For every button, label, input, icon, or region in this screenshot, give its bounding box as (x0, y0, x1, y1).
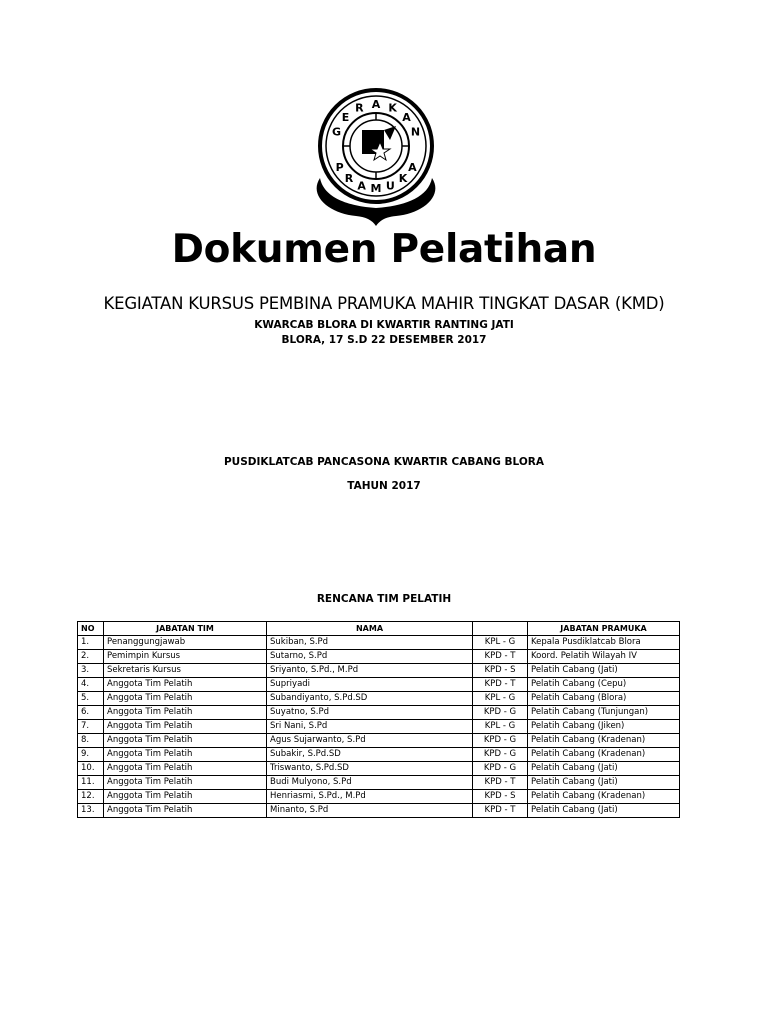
team-role: Anggota Tim Pelatih (104, 692, 267, 706)
team-role: Pemimpin Kursus (104, 650, 267, 664)
scout-position: Pelatih Cabang (Jati) (528, 804, 680, 818)
scout-position: Kepala Pusdiklatcab Blora (528, 636, 680, 650)
scout-position: Pelatih Cabang (Kradenan) (528, 734, 680, 748)
trainer-grade: KPD - G (473, 706, 528, 720)
scout-position: Pelatih Cabang (Jati) (528, 776, 680, 790)
row-number: 9. (78, 748, 104, 762)
column-header-golongan (473, 622, 528, 636)
row-number: 10. (78, 762, 104, 776)
trainer-grade: KPL - G (473, 720, 528, 734)
column-header-jabatan-pramuka: JABATAN PRAMUKA (528, 622, 680, 636)
column-header-jabatan-tim: JABATAN TIM (104, 622, 267, 636)
trainer-name: Budi Mulyono, S.Pd (267, 776, 473, 790)
trainer-name: Sutarno, S.Pd (267, 650, 473, 664)
trainer-name: Sriyanto, S.Pd., M.Pd (267, 664, 473, 678)
row-number: 12. (78, 790, 104, 804)
row-number: 13. (78, 804, 104, 818)
trainer-name: Agus Sujarwanto, S.Pd (267, 734, 473, 748)
trainer-grade: KPD - T (473, 678, 528, 692)
table-row (78, 706, 680, 720)
row-number: 11. (78, 776, 104, 790)
trainer-grade: KPD - S (473, 790, 528, 804)
emblem-letter: K (388, 101, 397, 115)
trainer-grade: KPD - G (473, 734, 528, 748)
trainer-grade: KPD - S (473, 664, 528, 678)
scout-position: Pelatih Cabang (Kradenan) (528, 790, 680, 804)
emblem-letter: R (355, 101, 364, 115)
team-role: Anggota Tim Pelatih (104, 762, 267, 776)
emblem-letter: N (410, 125, 421, 139)
trainer-name: Minanto, S.Pd (267, 804, 473, 818)
team-role: Anggota Tim Pelatih (104, 776, 267, 790)
table-row (78, 762, 680, 776)
team-role: Anggota Tim Pelatih (104, 748, 267, 762)
team-role: Anggota Tim Pelatih (104, 706, 267, 720)
emblem-letter: A (408, 161, 417, 174)
row-number: 6. (78, 706, 104, 720)
team-role: Anggota Tim Pelatih (104, 720, 267, 734)
trainer-grade: KPD - T (473, 776, 528, 790)
table-row (78, 678, 680, 692)
emblem-letter: M (370, 182, 382, 195)
trainer-grade: KPD - G (473, 748, 528, 762)
table-row (78, 636, 680, 650)
team-role: Sekretaris Kursus (104, 664, 267, 678)
scout-position: Pelatih Cabang (Kradenan) (528, 748, 680, 762)
row-number: 1. (78, 636, 104, 650)
trainer-team-table-body (78, 636, 680, 818)
trainer-grade: KPD - T (473, 650, 528, 664)
table-row (78, 692, 680, 706)
scout-position: Pelatih Cabang (Cepu) (528, 678, 680, 692)
emblem-letter: A (371, 98, 381, 111)
emblem-letter: E (341, 111, 350, 125)
scout-position: Pelatih Cabang (Blora) (528, 692, 680, 706)
course-location: KWARCAB BLORA DI KWARTIR RANTING JATI (254, 319, 514, 331)
row-number: 7. (78, 720, 104, 734)
emblem-letter: K (398, 172, 408, 186)
column-header-nama: NAMA (267, 622, 473, 636)
row-number: 8. (78, 734, 104, 748)
scout-position: Koord. Pelatih Wilayah IV (528, 650, 680, 664)
document-year: TAHUN 2017 (347, 480, 421, 492)
trainer-name: Sri Nani, S.Pd (267, 720, 473, 734)
trainer-name: Triswanto, S.Pd.SD (267, 762, 473, 776)
table-row (78, 734, 680, 748)
scout-position: Pelatih Cabang (Jati) (528, 762, 680, 776)
table-header-row (78, 622, 680, 636)
table-row (78, 804, 680, 818)
trainer-grade: KPL - G (473, 692, 528, 706)
emblem-letter: A (402, 111, 411, 125)
table-row (78, 664, 680, 678)
emblem-letter: R (344, 172, 354, 186)
team-role: Anggota Tim Pelatih (104, 678, 267, 692)
gerakan-pramuka-logo (300, 86, 452, 230)
table-row (78, 720, 680, 734)
trainer-name: Sukiban, S.Pd (267, 636, 473, 650)
row-number: 2. (78, 650, 104, 664)
course-date: BLORA, 17 S.D 22 DESEMBER 2017 (281, 334, 487, 346)
emblem-letter: P (335, 161, 344, 174)
scout-position: Pelatih Cabang (Jati) (528, 664, 680, 678)
pramuka-emblem-icon (300, 86, 452, 230)
trainer-name: Subandiyanto, S.Pd.SD (267, 692, 473, 706)
emblem-letter: G (331, 125, 342, 139)
section-title: RENCANA TIM PELATIH (316, 593, 452, 605)
emblem-letter: A (357, 179, 366, 193)
row-number: 5. (78, 692, 104, 706)
organizer-name: PUSDIKLATCAB PANCASONA KWARTIR CABANG BLORA (223, 456, 544, 468)
team-role: Anggota Tim Pelatih (104, 734, 267, 748)
trainer-team-table (77, 621, 680, 818)
column-header-no: NO (78, 622, 104, 636)
table-row (78, 790, 680, 804)
trainer-name: Suyatno, S.Pd (267, 706, 473, 720)
table-row (78, 776, 680, 790)
team-role: Anggota Tim Pelatih (104, 804, 267, 818)
table-row (78, 748, 680, 762)
emblem-letter: U (385, 179, 395, 193)
row-number: 3. (78, 664, 104, 678)
trainer-grade: KPD - T (473, 804, 528, 818)
scout-position: Pelatih Cabang (Tunjungan) (528, 706, 680, 720)
course-subtitle: KEGIATAN KURSUS PEMBINA PRAMUKA MAHIR TINGKAT DASAR (KMD) (103, 294, 665, 313)
team-role: Anggota Tim Pelatih (104, 790, 267, 804)
trainer-grade: KPD - G (473, 762, 528, 776)
table-row (78, 650, 680, 664)
document-title: Dokumen Pelatihan (171, 227, 597, 272)
trainer-name: Supriyadi (267, 678, 473, 692)
row-number: 4. (78, 678, 104, 692)
team-role: Penanggungjawab (104, 636, 267, 650)
trainer-name: Henriasmi, S.Pd., M.Pd (267, 790, 473, 804)
trainer-grade: KPL - G (473, 636, 528, 650)
scout-position: Pelatih Cabang (Jiken) (528, 720, 680, 734)
trainer-name: Subakir, S.Pd.SD (267, 748, 473, 762)
